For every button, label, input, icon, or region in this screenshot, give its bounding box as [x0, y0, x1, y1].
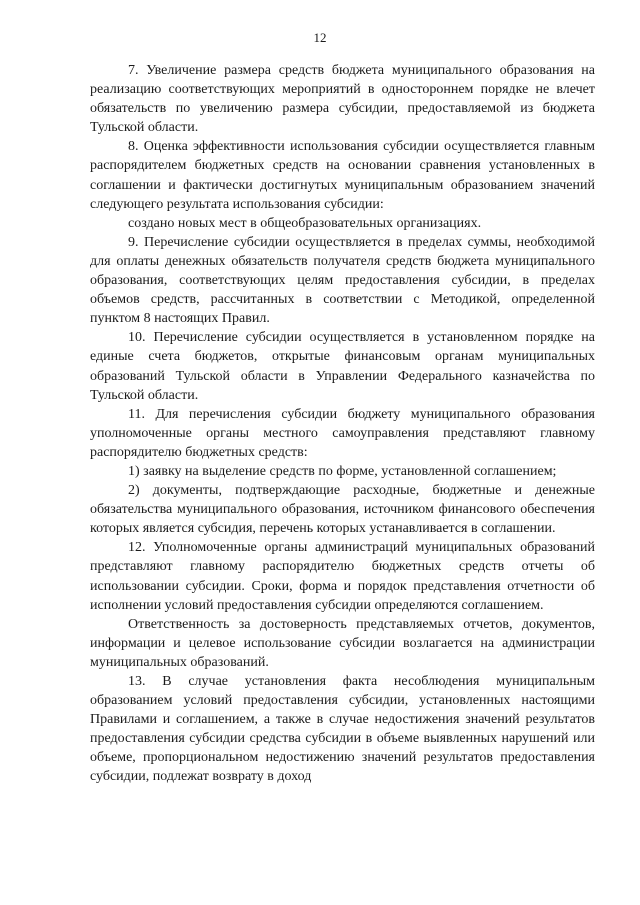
paragraph-10: 10. Перечисление субсидии осуществляется в установленном порядке на единые счета бюджетов, открытые финансовым органам муниципальных образований Тульской области в Управлении Федерального казначейства по Тульской области.	[90, 330, 595, 403]
paragraph-8-result: создано новых мест в общеобразовательных организациях.	[128, 215, 482, 231]
paragraph-11-item-1: 1) заявку на выделение средств по форме, установленной соглашением;	[128, 463, 557, 479]
paragraph-8: 8. Оценка эффективности использования субсидии осуществляется главным распорядителем бюджетных средств на основании сравнения установленных в соглашении и фактически достигнутых муниципальным образованием значений следующего результата использования субсидии:	[90, 139, 595, 212]
paragraph-13: 13. В случае установления факта несоблюдения муниципальным образованием условий предоставления субсидии, установленных настоящими Правилами и соглашением, а также в случае недостижения значений результатов предоставления субсидии средства субсидии в объеме выявленных нарушений или объеме, пропорциональном недостижению значений результатов предоставления субсидии, подлежат возврату в доход	[90, 674, 595, 785]
page-number: 12	[313, 30, 327, 45]
paragraph-7: 7. Увеличение размера средств бюджета муниципального образования на реализацию соответствующих мероприятий в одностороннем порядке не влечет обязательств по увеличению размера субсидии, предоставляемой из бюджета Тульской области.	[90, 63, 595, 136]
paragraph-9: 9. Перечисление субсидии осуществляется в пределах суммы, необходимой для оплаты денежных обязательств получателя средств бюджета муниципального образования, соответствующих целям предоставления субсидии, в пределах объемов средств, рассчитанных в соответствии с Методикой, определенной пунктом 8 настоящих Правил.	[90, 234, 595, 327]
paragraph-12-responsibility: Ответственность за достоверность представляемых отчетов, документов, информации и целевое использование субсидии возлагается на администрации муниципальных образований.	[90, 616, 595, 670]
paragraph-11: 11. Для перечисления субсидии бюджету муниципального образования уполномоченные органы местного самоуправления представляют главному распорядителю бюджетных средств:	[90, 406, 595, 460]
paragraph-11-item-2: 2) документы, подтверждающие расходные, бюджетные и денежные обязательства муниципального образования, источником финансового обеспечения которых является субсидия, перечень которых устанавливается в соглашении.	[90, 483, 595, 537]
document-body	[90, 61, 595, 787]
paragraph-12: 12. Уполномоченные органы администраций муниципальных образований представляют главному распорядителю бюджетных средств отчеты об использовании субсидии. Сроки, форма и порядок представления отчетности об исполнении условий предоставления субсидии определяются соглашением.	[90, 540, 595, 613]
